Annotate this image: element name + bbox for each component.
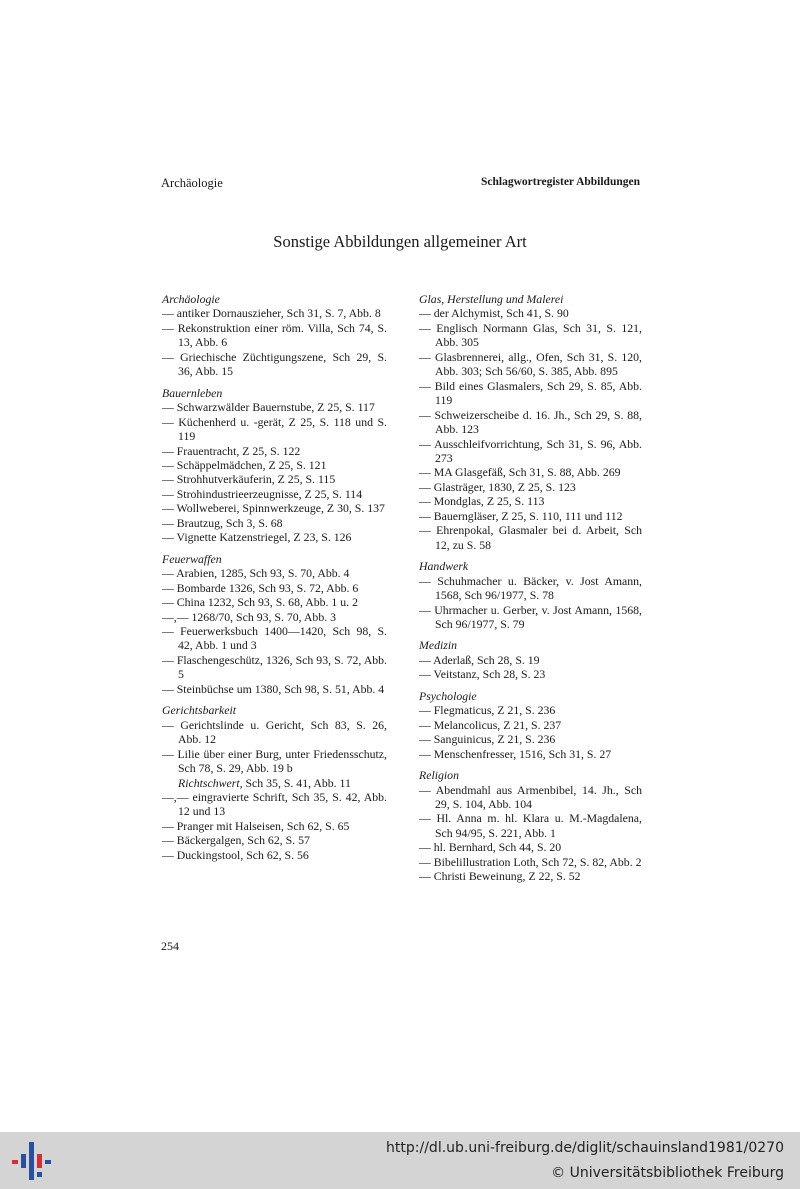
index-entry: — Abendmahl aus Armenbibel, 14. Jh., Sch 29, S. 104, Abb. 104 (419, 782, 642, 811)
section-title: Handwerk (419, 559, 469, 574)
index-entry: — Glasträger, 1830, Z 25, S. 123 (419, 479, 576, 494)
index-entry: — Flaschengeschütz, 1326, Sch 93, S. 72, Abb. 5 (162, 652, 387, 682)
section-feuerwaffen (162, 552, 387, 697)
section-title: Feuerwaffen (162, 551, 222, 566)
index-entry: — Küchenherd u. -gerät, Z 25, S. 118 und S. 119 (162, 414, 387, 444)
index-entry: — Schwarzwälder Bauernstube, Z 25, S. 117 (162, 400, 375, 415)
index-entry: — Brautzug, Sch 3, S. 68 (162, 515, 283, 530)
index-entry: —,— eingravierte Schrift, Sch 35, S. 42, Abb. 12 und 13 (162, 789, 387, 819)
section-archaeologie (162, 292, 387, 379)
university-library-logo-icon (12, 1140, 52, 1182)
index-entry: — Bibelillustration Loth, Sch 72, S. 82, Abb. 2 (419, 854, 642, 869)
index-entry: — Pranger mit Halseisen, Sch 62, S. 65 (162, 818, 350, 833)
index-entry: — Schweizerscheibe d. 16. Jh., Sch 29, S. 88, Abb. 123 (419, 407, 642, 437)
section-bauernleben (162, 386, 387, 545)
section-title: Archäologie (162, 292, 220, 306)
page-number: 254 (161, 939, 179, 953)
index-entry: — Menschenfresser, 1516, Sch 31, S. 27 (419, 746, 612, 761)
running-header-left: Archäologie (161, 176, 223, 190)
section-gerichtsbarkeit (162, 703, 387, 862)
viewer-footer (0, 1132, 800, 1189)
section-title: Gerichtsbarkeit (162, 703, 237, 718)
index-entry: — Ausschleifvorrichtung, Sch 31, S. 96, Abb. 273 (419, 436, 642, 465)
index-entry: — Glasbrennerei, allg., Ofen, Sch 31, S. 120, Abb. 303; Sch 56/60, S. 385, Abb. 895 (419, 349, 642, 379)
section-title: Glas, Herstellung und Malerei (419, 292, 564, 306)
permalink-url[interactable]: http://dl.ub.uni-freiburg.de/diglit/schauinsland1981/0270 (386, 1140, 784, 1156)
index-entry: — Uhrmacher u. Gerber, v. Jost Amann, 1568, Sch 96/1977, S. 79 (419, 602, 642, 631)
index-entry: — Bäckergalgen, Sch 62, S. 57 (162, 833, 310, 848)
index-entry: — Strohhutverkäuferin, Z 25, S. 115 (162, 472, 336, 487)
index-entry: — Sanguinicus, Z 21, S. 236 (419, 732, 556, 747)
running-header-right: Schlagwortregister Abbildungen (481, 176, 640, 188)
index-entry: — Veitstanz, Sch 28, S. 23 (419, 667, 546, 682)
index-entry: — Mondglas, Z 25, S. 113 (419, 494, 545, 509)
index-entry: — Griechische Züchtigungszene, Sch 29, S. 36, Abb. 15 (162, 349, 387, 379)
index-entry: — Flegmaticus, Z 21, S. 236 (419, 703, 556, 718)
index-entry: — Christi Beweinung, Z 22, S. 52 (419, 869, 581, 884)
section-title: Medizin (419, 638, 458, 653)
right-column (419, 292, 642, 891)
index-entry: — China 1232, Sch 93, S. 68, Abb. 1 u. 2 (162, 595, 358, 610)
subentry-ref: Sch 35, S. 41, Abb. 11 (242, 775, 351, 790)
index-entry: — Wollweberei, Spinnwerkzeuge, Z 30, S. 137 (162, 501, 385, 516)
index-entry: — der Alchymist, Sch 41, S. 90 (419, 306, 569, 321)
index-entry: — Melancolicus, Z 21, S. 237 (419, 717, 562, 732)
page-title: Sonstige Abbildungen allgemeiner Art (273, 232, 527, 251)
index-entry: — Steinbüchse um 1380, Sch 98, S. 51, Abb. 4 (162, 681, 385, 696)
index-entry: — hl. Bernhard, Sch 44, S. 20 (419, 840, 562, 855)
index-entry: — Rekonstruktion einer röm. Villa, Sch 74, S. 13, Abb. 6 (162, 320, 387, 350)
index-entry: — Gerichtslinde u. Gericht, Sch 83, S. 26, Abb. 12 (162, 717, 387, 747)
index-entry: — Hl. Anna m. hl. Klara u. M.-Magdalena, Sch 94/95, S. 221, Abb. 1 (419, 811, 642, 840)
index-entry: — Bauerngläser, Z 25, S. 110, 111 und 112 (419, 508, 623, 523)
index-entry: — Schäppelmädchen, Z 25, S. 121 (162, 457, 327, 472)
index-entry: — Bombarde 1326, Sch 93, S. 72, Abb. 6 (162, 580, 359, 595)
index-entry: — Aderlaß, Sch 28, S. 19 (419, 652, 540, 667)
index-subentry (162, 776, 387, 790)
section-psychologie (419, 689, 642, 761)
section-glas (419, 292, 642, 552)
left-column (162, 292, 387, 869)
index-entry: — Arabien, 1285, Sch 93, S. 70, Abb. 4 (162, 566, 350, 581)
index-entry: — Feuerwerksbuch 1400—1420, Sch 98, S. 42, Abb. 1 und 3 (162, 623, 387, 653)
index-entry: — MA Glasgefäß, Sch 31, S. 88, Abb. 269 (419, 465, 621, 480)
index-entry: — Strohindustrieerzeugnisse, Z 25, S. 114 (162, 486, 363, 501)
subentry-term: Richtschwert, (178, 775, 243, 790)
section-title: Bauernleben (162, 385, 223, 400)
index-entry: —,— 1268/70, Sch 93, S. 70, Abb. 3 (162, 609, 337, 624)
copyright-notice: © Universitätsbibliothek Freiburg (551, 1165, 784, 1181)
section-religion (419, 768, 642, 884)
index-entry: — antiker Dornauszieher, Sch 31, S. 7, Abb. 8 (162, 306, 381, 321)
index-entry: — Englisch Normann Glas, Sch 31, S. 121, Abb. 305 (419, 320, 642, 350)
index-entry: — Ehrenpokal, Glasmaler bei d. Arbeit, Sch 12, zu S. 58 (419, 523, 642, 552)
index-entry: — Lilie über einer Burg, unter Friedensschutz, Sch 78, S. 29, Abb. 19 b (162, 746, 387, 776)
section-title: Psychologie (419, 688, 477, 703)
index-entry: — Schuhmacher u. Bäcker, v. Jost Amann, 1568, Sch 96/1977, S. 78 (419, 573, 642, 603)
index-entry: — Vignette Katzenstriegel, Z 23, S. 126 (162, 530, 352, 545)
section-handwerk (419, 559, 642, 631)
section-medizin (419, 638, 642, 681)
index-entry: — Duckingstool, Sch 62, S. 56 (162, 847, 309, 862)
index-entry: — Frauentracht, Z 25, S. 122 (162, 443, 301, 458)
section-title: Religion (419, 768, 459, 783)
index-entry: — Bild eines Glasmalers, Sch 29, S. 85, Abb. 119 (419, 378, 642, 408)
